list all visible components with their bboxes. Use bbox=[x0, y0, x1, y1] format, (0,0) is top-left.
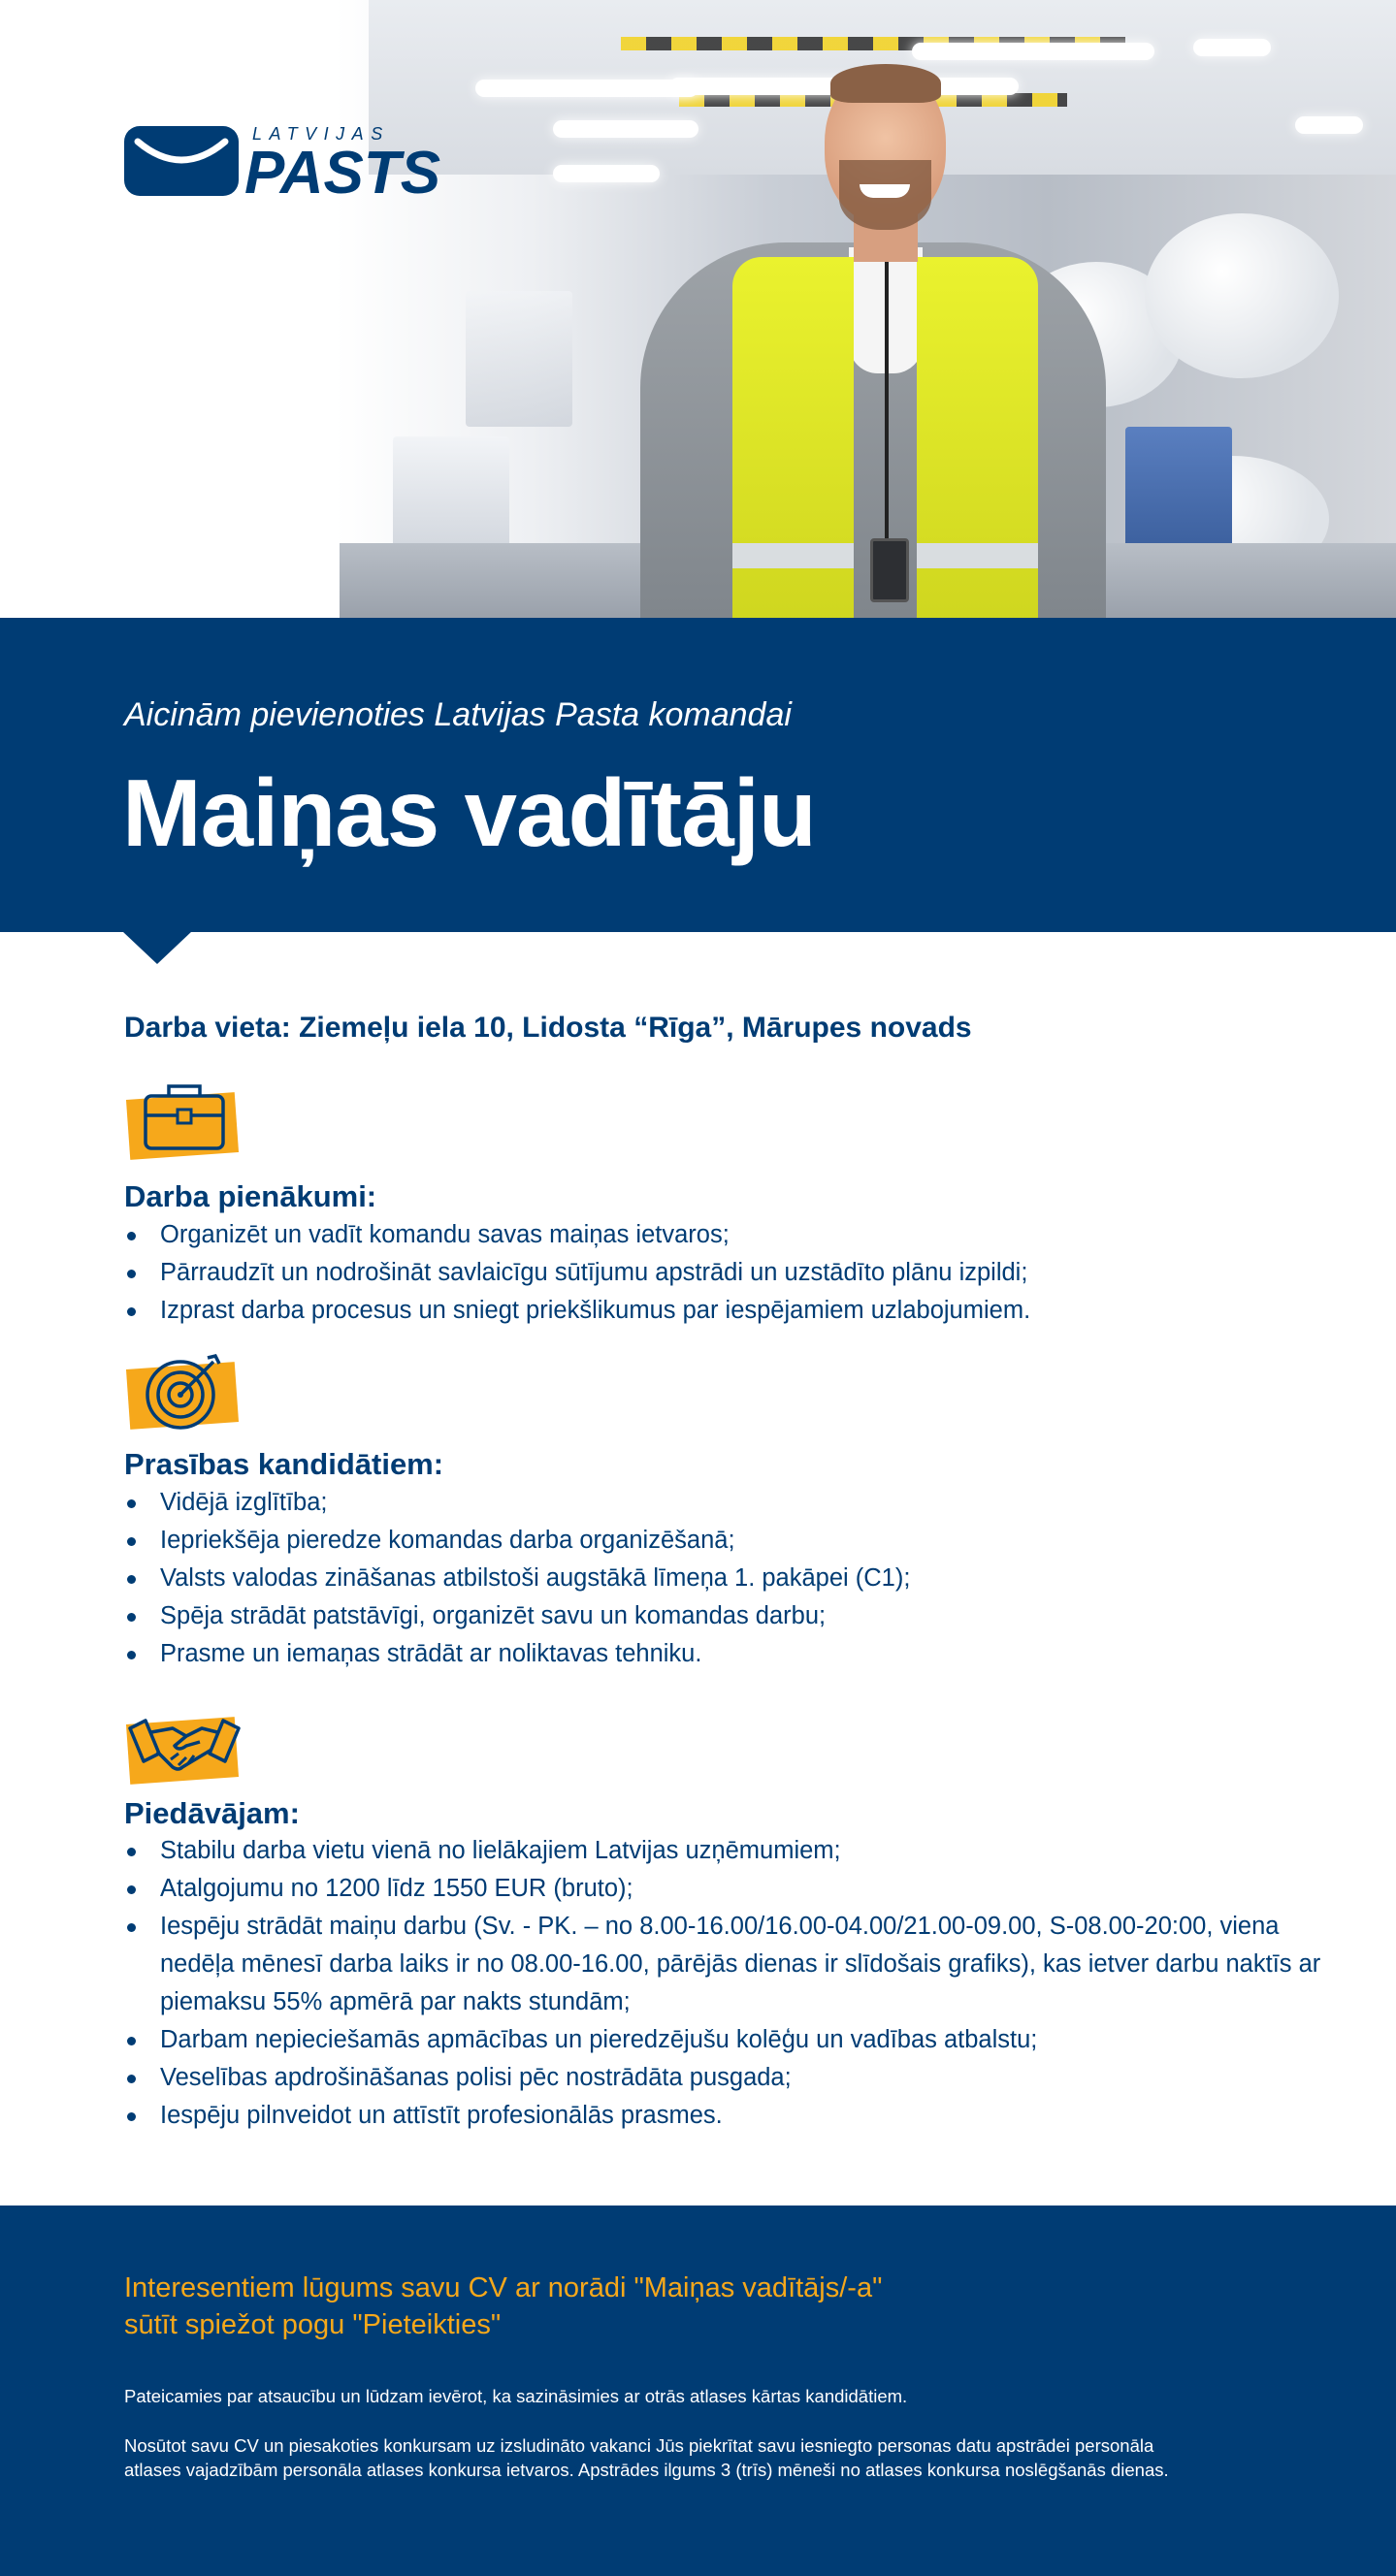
offer-list bbox=[124, 1832, 1327, 2135]
list-item: Iespēju pilnveidot un attīstīt profesionālās prasmes. bbox=[124, 2097, 1327, 2135]
envelope-logo-icon bbox=[124, 122, 473, 200]
latvijas-pasts-logo bbox=[124, 122, 473, 200]
id-badge bbox=[870, 538, 909, 602]
employee-in-safety-vest bbox=[640, 58, 1106, 618]
requirements-list bbox=[124, 1484, 1327, 1673]
hero-photo bbox=[0, 0, 1396, 618]
cta-line: Interesentiem lūgums savu CV ar norādi "Maiņas vadītājs/-a" bbox=[124, 2272, 883, 2303]
duties-list bbox=[124, 1216, 1327, 1330]
list-item: Veselības apdrošināšanas polisi pēc nostrādāta pusgada; bbox=[124, 2059, 1327, 2097]
list-item: Izprast darba procesus un sniegt priekšlikumus par iespējamiem uzlabojumiem. bbox=[124, 1292, 1327, 1330]
list-item: Spēja strādāt patstāvīgi, organizēt savu un komandas darbu; bbox=[124, 1597, 1327, 1635]
ceiling-light bbox=[1295, 116, 1363, 134]
list-item: Prasme un iemaņas strādāt ar noliktavas tehniku. bbox=[124, 1635, 1327, 1673]
duties-title: Darba pienākumi: bbox=[124, 1179, 377, 1213]
thanks-note: Pateicamies par atsaucību un lūdzam ievērot, ka sazināsimies ar otrās atlases kārtas kandidātiem. bbox=[124, 2386, 908, 2406]
handshake-icon bbox=[124, 1699, 244, 1796]
list-item: Stabilu darba vietu vienā no lielākajiem Latvijas uzņēmumiem; bbox=[124, 1832, 1327, 1870]
list-item: Darbam nepieciešamās apmācības un pieredzējušu kolēģu un vadības atbalstu; bbox=[124, 2021, 1327, 2059]
list-item: Atalgojumu no 1200 līdz 1550 EUR (bruto); bbox=[124, 1870, 1327, 1908]
ceiling-light bbox=[1193, 39, 1271, 56]
list-item: Iespēju strādāt maiņu darbu (Sv. - PK. – no 8.00-16.00/16.00-04.00/21.00-09.00, S-08.00-20:00, viena nedēļa mēnesī darba laiks ir no 08.00-16.00, pārējās dienas ir slīdošais grafiks), kas ietver darbu naktīs ar piemaksu 55% apmērā par nakts stundām; bbox=[124, 1908, 1327, 2021]
cta-line: sūtīt spiežot pogu "Pieteikties" bbox=[124, 2309, 502, 2340]
list-item: Organizēt un vadīt komandu savas maiņas ietvaros; bbox=[124, 1216, 1327, 1254]
invitation-subtitle: Aicinām pievienoties Latvijas Pasta komandai bbox=[124, 696, 792, 733]
work-location: Darba vieta: Ziemeļu iela 10, Lidosta “Rīga”, Mārupes novads bbox=[124, 1012, 972, 1044]
mail-bags bbox=[1145, 213, 1339, 378]
cart bbox=[1125, 427, 1232, 553]
briefcase-icon bbox=[124, 1075, 244, 1172]
data-processing-notice: Nosūtot savu CV un piesakoties konkursam uz izsludināto vakanci Jūs piekrītat savu iesniegto personas datu apstrādei personāla atlases vajadzībām personāla atlases konkursa ietvaros. Apstrādes ilgums 3 (trīs) mēneši no atlases konkursa noslēgšanās dienas. bbox=[124, 2435, 1169, 2480]
target-icon bbox=[124, 1344, 244, 1441]
application-instructions bbox=[124, 2270, 1288, 2343]
band-pointer bbox=[122, 931, 192, 964]
logo-text-main: PASTS bbox=[244, 140, 441, 200]
requirements-title: Prasības kandidātiem: bbox=[124, 1447, 444, 1481]
list-item: Vidējā izglītība; bbox=[124, 1484, 1327, 1522]
offer-title: Piedāvājam: bbox=[124, 1796, 300, 1830]
job-title: Maiņas vadītāju bbox=[122, 759, 816, 866]
list-item: Pārraudzīt un nodrošināt savlaicīgu sūtījumu apstrādi un uzstādīto plānu izpildi; bbox=[124, 1254, 1327, 1292]
duties-icon-block bbox=[124, 1075, 244, 1172]
list-item: Iepriekšēja pieredze komandas darba organizēšanā; bbox=[124, 1522, 1327, 1560]
parcel-stack bbox=[466, 291, 572, 427]
logo-text-top: LATVIJAS bbox=[252, 124, 390, 144]
list-item: Valsts valodas zināšanas atbilstoši augstākā līmeņa 1. pakāpei (C1); bbox=[124, 1560, 1327, 1597]
requirements-icon-block bbox=[124, 1344, 244, 1441]
offer-icon-block bbox=[124, 1699, 244, 1796]
